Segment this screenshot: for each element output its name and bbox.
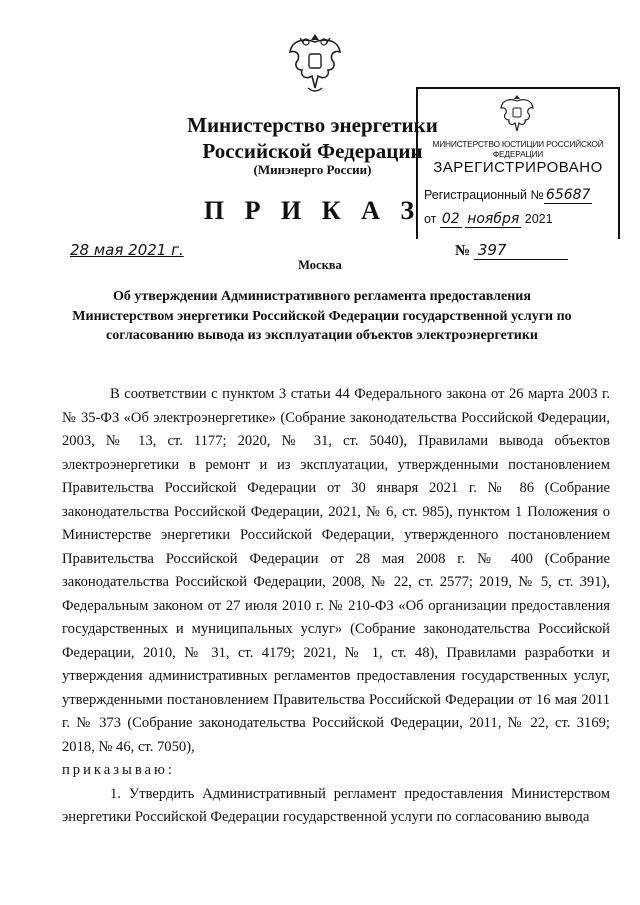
stamp-coat-of-arms-icon [498,93,536,135]
stamp-organization: МИНИСТЕРСТВО ЮСТИЦИИ РОССИЙСКОЙ ФЕДЕРАЦИИ [432,139,604,159]
stamp-date-prefix: от [424,212,437,226]
stamp-status: ЗАРЕГИСТРИРОВАНО [433,159,603,176]
stamp-date-year: 2021 [524,212,553,226]
ministry-line-2: Российской Федерации [202,139,423,163]
order-body [62,383,610,830]
stamp-registration-line [424,187,592,203]
order-word: приказываю: [62,762,175,778]
stamp-reg-label: Регистрационный № [424,188,544,202]
stamp-date-month: ноября [467,211,520,227]
order-subject: Об утверждении Административного регламента предоставления Министерством энергетики Российской Федерации государственной услуги по согласованию вывода из эксплуатации объектов электроэнергетики [72,289,572,343]
item-1-paragraph: 1. Утвердить Административный регламент предоставления Министерством энергетики Российской Федерации государственной услуги по согласованию вывода [62,785,610,825]
order-number-label: № [455,243,471,259]
ministry-short-name: (Минэнерго России) [253,162,372,177]
ministry-name [185,112,440,164]
preamble-paragraph: В соответствии с пунктом 3 статьи 44 Федерального закона от 26 марта 2003 г. № 35-ФЗ «Об электроэнергетике» (Собрание законодательства Российской Федерации, 2003, № 13, ст. 1177; 2020, № 31, ст. 5040), Правилами вывода объектов электроэнергетики в ремонт и из эксплуатации, утвержденными постановлением Правительства Российской Федерации от 30 января 2021 г. № 86 (Собрание законодательства Российской Федерации, 2021, № 6, ст. 985), пунктом 1 Положения о Министерстве энергетики Российской Федерации, утвержденного постановлением Правительства Российской Федерации от 28 мая 2008 г. № 400 (Собрание законодательства Российской Федерации, 2008, № 22, ст. 2577; 2019, № 5, ст. 391), Федеральным законом от 27 июля 2010 г. № 210-ФЗ «Об организации предоставления государственных и муниципальных услуг» (Собрание законодательства Российской Федерации, 2010, № 31, ст. 4179; 2021, № 1, ст. 48), Правилами разработки и утверждения административных регламентов предоставления государственных услуг, утвержденными постановлением Правительства Российской Федерации от 16 мая 2011 г. № 373 (Собрание законодательства Российской Федерации, 2011, № 22, ст. 3169; 2018, № 46, ст. 7050), [62,386,610,755]
city: Москва [298,258,342,272]
stamp-reg-number: 65687 [545,187,591,203]
stamp-date-day: 02 [441,211,460,227]
stamp-date-line [424,211,553,227]
coat-of-arms-icon [286,30,344,96]
order-title: П Р И К А З [203,196,422,225]
order-number-value: 397 [474,241,568,260]
order-date: 28 мая 2021 г. [70,241,184,259]
order-number [455,241,568,260]
ministry-line-1: Министерство энергетики [187,113,438,137]
registration-stamp [416,87,620,239]
